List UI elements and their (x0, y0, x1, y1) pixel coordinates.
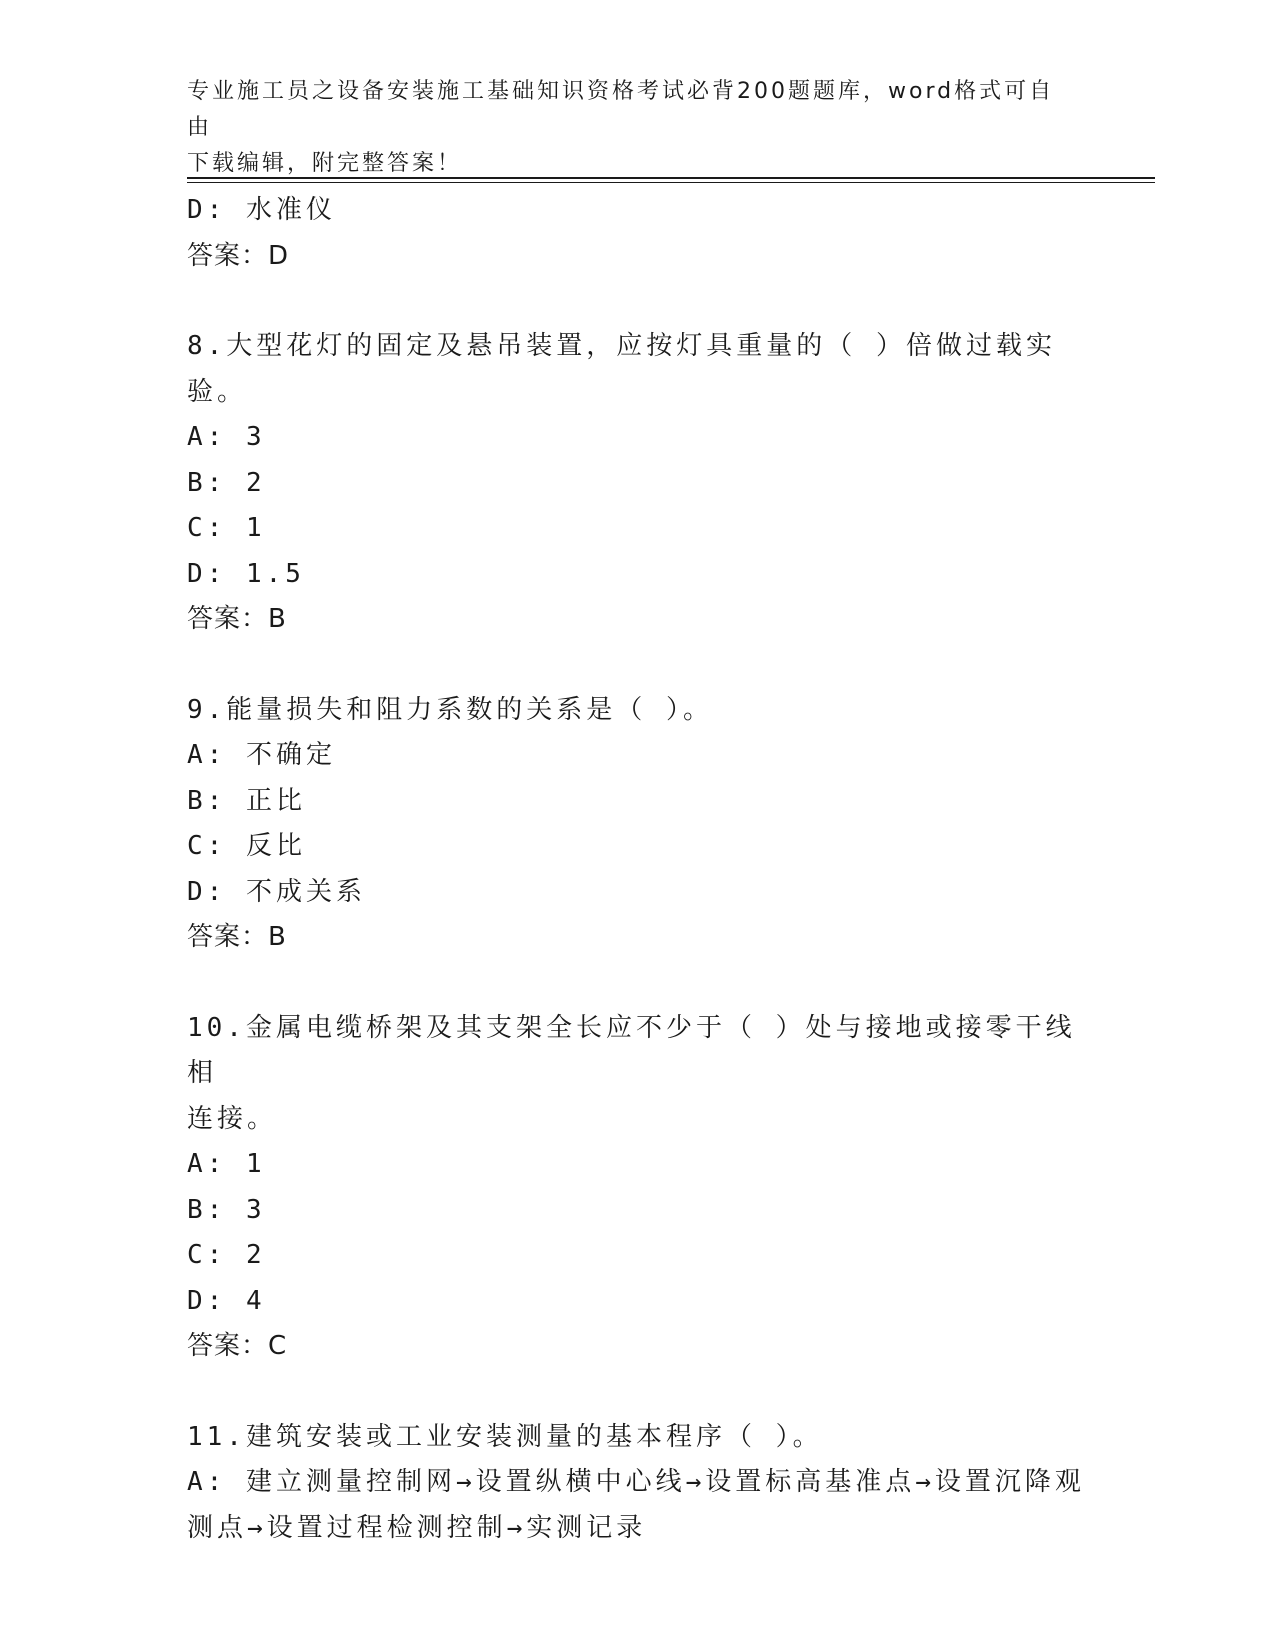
option-c: C: 反比 (187, 831, 306, 861)
option-d: D: 不成关系 (187, 876, 366, 907)
question-stem: 11.建筑安装或工业安装测量的基本程序（ ）。 (187, 1421, 823, 1452)
option-a-line-2: 测点→设置过程检测控制→实测记录 (187, 1512, 647, 1543)
option-a-line-1: A: 建立测量控制网→设置纵横中心线→设置标高基准点→设置沉降观 (187, 1467, 1085, 1497)
question-8 (187, 324, 1087, 643)
option-d: D: 水准仪 (187, 195, 336, 225)
option-a: A: 1 (187, 1149, 266, 1179)
answer: 答案：C (187, 1331, 288, 1361)
option-b: B: 3 (187, 1194, 266, 1225)
answer: 答案：B (187, 604, 287, 634)
question-stem: 9.能量损失和阻力系数的关系是（ ）。 (187, 694, 713, 725)
option-c: C: 1 (187, 513, 266, 543)
header-divider-thick (187, 177, 1155, 179)
previous-question-tail (187, 188, 1087, 279)
header-line-1: 专业施工员之设备安装施工基础知识资格考试必背200题题库，word格式可自由 (187, 79, 1055, 140)
option-b: B: 正比 (187, 785, 306, 816)
header-divider-thin (187, 182, 1155, 183)
option-d: D: 1.5 (187, 558, 305, 589)
question-stem-line-2: 连接。 (187, 1103, 278, 1134)
option-a: A: 不确定 (187, 740, 336, 770)
option-c: C: 2 (187, 1240, 266, 1270)
question-list (187, 188, 1087, 1551)
answer: 答案：D (187, 240, 290, 271)
option-b: B: 2 (187, 467, 266, 498)
question-stem-line-1: 10.金属电缆桥架及其支架全长应不少于（ ）处与接地或接零干线相 (187, 1012, 1076, 1088)
option-a: A: 3 (187, 422, 266, 452)
question-9 (187, 688, 1087, 961)
question-11 (187, 1415, 1087, 1552)
answer: 答案：B (187, 922, 287, 952)
document-header (187, 74, 1067, 182)
header-line-2: 下载编辑，附完整答案！ (187, 151, 463, 176)
option-d: D: 4 (187, 1285, 266, 1316)
question-10 (187, 1006, 1087, 1370)
question-stem: 8.大型花灯的固定及悬吊装置，应按灯具重量的（ ）倍做过载实验。 (187, 331, 1056, 407)
